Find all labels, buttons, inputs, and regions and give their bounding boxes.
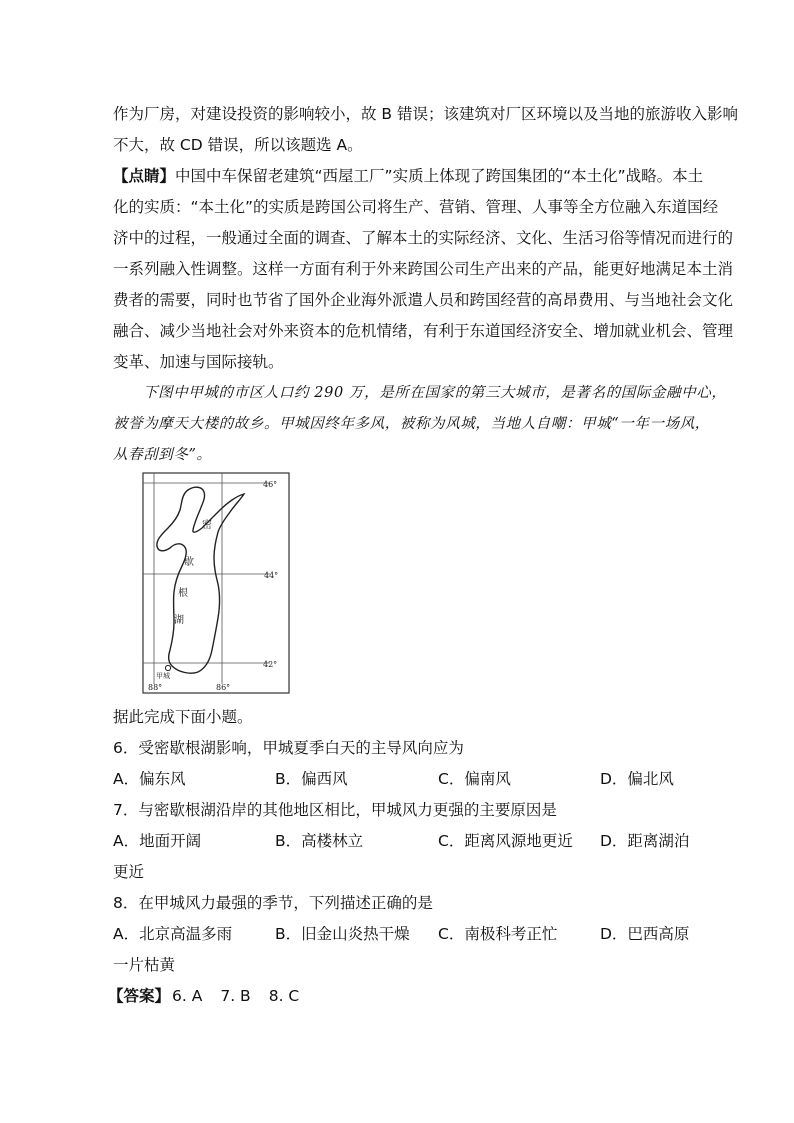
- lake-label-3: 根: [178, 588, 188, 599]
- prompt-text: 据此完成下面小题。: [113, 708, 253, 726]
- lake-label-2: 歇: [184, 557, 194, 568]
- answer-tag: 【答案】: [108, 987, 171, 1005]
- comment-line-3: 济中的过程，一般通过全面的调查、了解本土的实际经济、文化、生活习俗等情况而进行的: [113, 229, 734, 247]
- question-6-option-a[interactable]: A．偏东风: [113, 770, 186, 788]
- comment-line-1: [113, 166, 703, 186]
- question-8-option-a[interactable]: A．北京高温多雨: [113, 925, 233, 943]
- question-7-option-b[interactable]: B．高楼林立: [275, 832, 364, 850]
- lake-label-4: 湖: [174, 615, 184, 626]
- question-8-option-d[interactable]: D．巴西高原: [600, 925, 690, 943]
- comment-line-5: 费者的需要，同时也节省了国外企业海外派遣人员和跨国经营的高昂费用、与当地社会文化: [113, 291, 734, 309]
- question-6-option-b[interactable]: B．偏西风: [275, 770, 348, 788]
- intro-line-2: 被誉为摩天大楼的故乡。甲城因终年多风，被称为风城，当地人自嘲：甲城“一年一场风，: [113, 416, 710, 432]
- answer-7: 7. B: [220, 987, 251, 1005]
- lat-label-42: 42°: [263, 660, 278, 669]
- question-8-stem: 8．在甲城风力最强的季节，下列描述正确的是: [113, 894, 433, 912]
- question-8-option-b[interactable]: B．旧金山炎热干燥: [275, 925, 410, 943]
- comment-line-4: 一系列融入性调整。这样一方面有利于外来跨国公司生产出来的产品，能更好地满足本土消: [113, 260, 734, 278]
- lon-label-86: 86°: [216, 683, 231, 692]
- explanation-line-2: 不大，故 CD 错误，所以该题选 A。: [113, 136, 363, 154]
- map-svg: [142, 472, 290, 694]
- comment-line-7: 变革、加速与国际接轨。: [113, 353, 284, 371]
- comment-text-1: 中国中车保留老建筑“西屋工厂”实质上体现了跨国集团的“本土化”战略。本土: [175, 167, 704, 185]
- question-8-option-c[interactable]: C．南极科考正忙: [438, 925, 558, 943]
- answer-8: 8. C: [268, 987, 300, 1005]
- city-label: 甲城: [156, 672, 170, 680]
- question-7-stem: 7．与密歇根湖沿岸的其他地区相比，甲城风力更强的主要原因是: [113, 801, 557, 819]
- intro-line-3: 从春刮到冬”。: [113, 447, 212, 463]
- question-6-stem: 6．受密歇根湖影响，甲城夏季白天的主导风向应为: [113, 739, 464, 757]
- question-6-option-d[interactable]: D．偏北风: [600, 770, 674, 788]
- lake-michigan-map: [142, 472, 290, 694]
- lake-label-1: 密: [202, 520, 212, 531]
- question-6-option-c[interactable]: C．偏南风: [438, 770, 511, 788]
- question-7-option-c[interactable]: C．距离风源地更近: [438, 832, 573, 850]
- lat-label-44: 44°: [264, 571, 279, 580]
- intro-line-1: 下图中甲城的市区人口约 290 万，是所在国家的第三大城市，是著名的国际金融中心，: [143, 385, 727, 401]
- comment-tag: 【点睛】: [113, 167, 176, 185]
- question-7-option-a[interactable]: A．地面开阔: [113, 832, 202, 850]
- question-8-option-d-wrap: 一片枯黄: [113, 956, 176, 974]
- question-7-option-d[interactable]: D．距离湖泊: [600, 832, 690, 850]
- question-7-option-d-wrap: 更近: [113, 863, 145, 881]
- comment-line-2: 化的实质：“本土化”的实质是跨国公司将生产、营销、管理、人事等全方位融入东道国经: [113, 198, 719, 216]
- explanation-line-1: 作为厂房，对建设投资的影响较小，故 B 错误；该建筑对厂区环境以及当地的旅游收入影响: [113, 105, 738, 123]
- lat-label-46: 46°: [263, 480, 278, 489]
- lon-label-88: 88°: [148, 683, 163, 692]
- comment-line-6: 融合、减少当地社会对外来资本的危机情绪，有利于东道国经济安全、增加就业机会、管理: [113, 322, 734, 340]
- answer-line: [108, 986, 299, 1006]
- answer-6: 6. A: [172, 987, 203, 1005]
- city-marker: [165, 665, 170, 670]
